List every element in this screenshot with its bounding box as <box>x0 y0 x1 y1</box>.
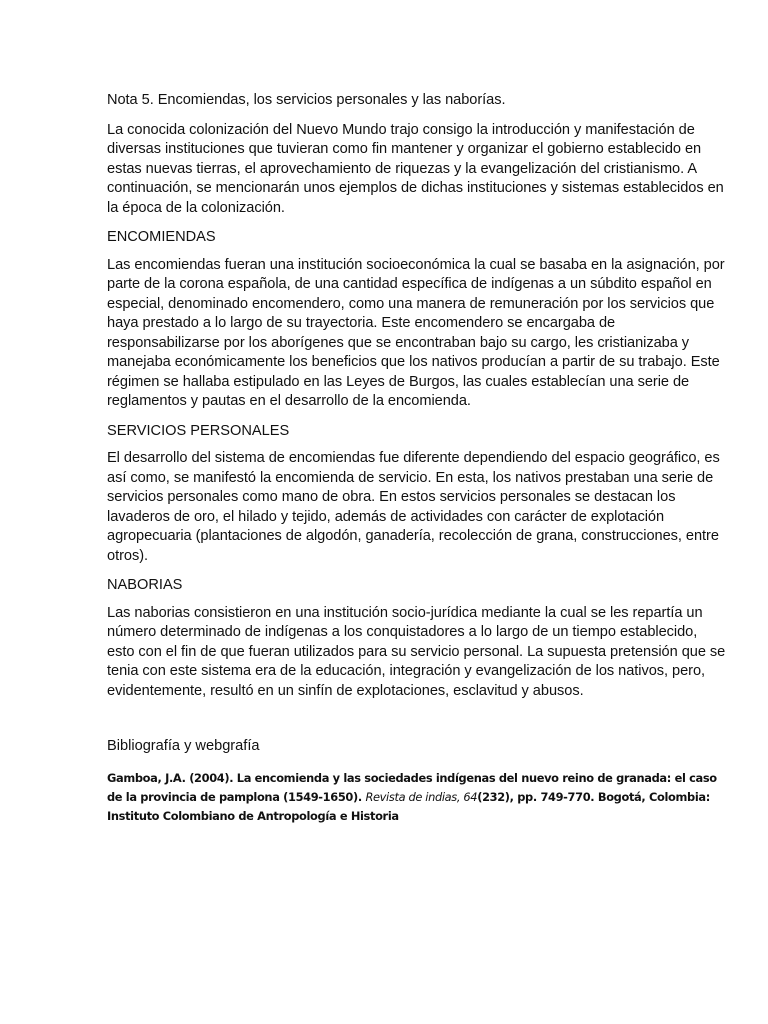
section-body-naborias: Las naborias consistieron en una institución socio-jurídica mediante la cual se les repartía un número determinado de indígenas a los conquistadores a lo largo de un tiempo establecido, esto con el fin de que fueran utilizados para su servicio personal. La supuesta pretensión que se tenia con este sistema era de la educación, integración y evangelización de los nativos, pero, evidentemente, resultó en un sinfín de explotaciones, esclavitud y abusos. <box>107 604 726 699</box>
section-body-servicios-personales: El desarrollo del sistema de encomiendas fue diferente dependiendo del espacio geográfico, es así como, se manifestó la encomienda de servicio. En esta, los nativos prestaban una serie de servicios personales como mano de obra. En estos servicios personales se destacan los lavaderos de oro, el hilado y tejido, además de actividades con carácter de explotación agropecuaria (plantaciones de algodón, ganadería, recolección de grana, construcciones, entre otros). <box>107 450 720 564</box>
section-heading-encomiendas: ENCOMIENDAS <box>107 229 216 245</box>
intro-paragraph: La conocida colonización del Nuevo Mundo trajo consigo la introducción y manifestación de diversas instituciones que tuvieran como fin mantener y organizar el gobierno establecido en estas nuevas tierras, el aprovechamiento de riquezas y la evangelización del cristianismo. A continuación, se mencionarán unos ejemplos de dichas instituciones y sistemas establecidos en la época de la colonización. <box>107 121 724 216</box>
section-body-encomiendas: Las encomiendas fueran una institución socioeconómica la cual se basaba en la asignación, por parte de la corona española, de una cantidad específica de indígenas a un súbdito español en especial, denominado encomendero, como una manera de remuneración por los servicios que haya prestado a lo largo de su trayectoria. Este encomendero se encargaba de responsabilizarse por los aborígenes que se encontraban bajo su cargo, les cristianizaba y manejaba económicamente los beneficios que los nativos producían a partir de su trabajo. Este régimen se hallaba estipulado en las Leyes de Burgos, las cuales establecían una serie de reglamentos y pautas en el desarrollo de la encomienda. <box>107 256 725 409</box>
section-heading-naborias: NABORIAS <box>107 577 183 593</box>
reference-journal: Revista de indias, 64 <box>365 789 478 804</box>
section-heading-servicios-personales: SERVICIOS PERSONALES <box>107 422 290 439</box>
reference-authors-title: Gamboa, J.A. (2004). La encomienda y las sociedades indígenas del nuevo reino de granada: el caso de la provincia de pamplona (1549-1650). <box>107 770 717 804</box>
bibliography-title: Bibliografía y webgrafía <box>107 738 260 754</box>
bibliography-reference <box>107 769 728 826</box>
reference-details: (232), pp. 749-770. Bogotá, Colombia: Instituto Colombiano de Antropología e Historia <box>107 789 710 823</box>
note-title: Nota 5. Encomiendas, los servicios personales y las naborías. <box>107 92 506 108</box>
